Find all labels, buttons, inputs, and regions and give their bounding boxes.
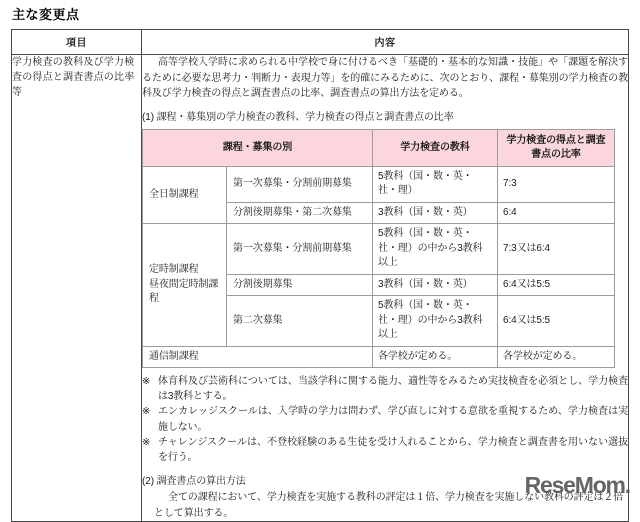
ratio-cell: 6:4又は5:5 — [498, 274, 615, 296]
ratio-header-ratio: 学力検査の得点と調査書点の比率 — [498, 129, 615, 166]
course-kind-tsushin: 通信制課程 — [143, 346, 373, 368]
course-kind-zennichi: 全日制課程 — [143, 166, 227, 224]
boshu-cell: 分割後期募集 — [227, 274, 373, 296]
footnote-list — [142, 374, 628, 465]
outer-table-body-row — [12, 55, 629, 522]
page-title: 主な変更点 — [12, 7, 80, 22]
course-kind-teiji-line1: 定時制課程 — [149, 264, 199, 275]
note-mark-icon: ※ — [142, 436, 151, 448]
content-cell — [142, 55, 629, 522]
outer-table-header-row — [12, 30, 629, 55]
list-item — [142, 374, 628, 404]
note-mark-icon: ※ — [142, 376, 151, 387]
ratio-table — [142, 129, 615, 369]
section2-body: 全ての課程において、学力検査を実施する教科の評定は１倍、学力検査を実施しない教科の評定は２倍として算出する。 — [154, 492, 624, 519]
ratio-cell: 6:4 — [498, 202, 615, 224]
ratio-cell: 7:3又は6:4 — [498, 224, 615, 275]
note-text: チャレンジスクールは、不登校経験のある生徒を受け入れることから、学力検査と調査書を用いない選抜を行う。 — [158, 436, 628, 464]
subject-cell: 5教科（国・数・英・社・理） — [373, 166, 498, 202]
table-row — [143, 166, 615, 202]
boshu-cell: 第一次募集・分割前期募集 — [227, 224, 373, 275]
section2-heading: (2) 調査書点の算出方法 — [142, 476, 246, 488]
ratio-cell: 7:3 — [498, 166, 615, 202]
main-table — [11, 29, 629, 522]
resemom-watermark: ReseMom. — [524, 472, 630, 498]
course-kind-teiji — [143, 224, 227, 347]
item-label-cell: 学力検査の教科及び学力検査の得点と調査書点の比率等 — [12, 55, 142, 522]
section1-heading: (1) 課程・募集別の学力検査の教科、学力検査の得点と調査書点の比率 — [142, 111, 454, 123]
list-item — [142, 435, 628, 465]
ratio-table-header-row — [143, 129, 615, 166]
ratio-cell: 6:4又は5:5 — [498, 296, 615, 347]
note-text: 体育科及び芸術科については、当該学科に関する能力、適性等をみるため実技検査を必須とし、学力検査は3教科とする。 — [158, 376, 628, 403]
subject-cell: 5教科（国・数・英・社・理）の中から3教科以上 — [373, 296, 498, 347]
outer-header-item: 項目 — [12, 30, 142, 55]
table-row — [143, 346, 615, 368]
boshu-cell: 分割後期募集・第二次募集 — [227, 202, 373, 224]
list-item — [142, 404, 628, 434]
ratio-cell: 各学校が定める。 — [498, 346, 615, 368]
subject-cell: 3教科（国・数・英） — [373, 202, 498, 224]
note-text: エンカレッジスクールは、入学時の学力は問わず、学び直しに対する意欲を重視するため、学力検査は実施しない。 — [158, 406, 628, 433]
ratio-header-subject: 学力検査の教科 — [373, 129, 498, 166]
boshu-cell: 第一次募集・分割前期募集 — [227, 166, 373, 202]
outer-header-content: 内容 — [142, 30, 629, 55]
note-mark-icon: ※ — [142, 406, 151, 418]
subject-cell: 各学校が定める。 — [373, 346, 498, 368]
ratio-header-kind: 課程・募集の別 — [143, 129, 373, 166]
intro-paragraph: 高等学校入学時に求められる中学校で身に付けるべき「基礎的・基本的な知識・技能」や「課題を解決するために必要な思考力・判断力・表現力等」を的確にみるために、次のとおり、課程・募集別の学力検査の教科及び学力検査の得点と調査書点の比率、調査書点の算出方法を定める。 — [142, 57, 628, 99]
subject-cell: 3教科（国・数・英） — [373, 274, 498, 296]
course-kind-teiji-line2: 昼夜間定時制課程 — [149, 278, 219, 304]
table-row — [143, 224, 615, 275]
boshu-cell: 第二次募集 — [227, 296, 373, 347]
subject-cell: 5教科（国・数・英・社・理）の中から3教科以上 — [373, 224, 498, 275]
